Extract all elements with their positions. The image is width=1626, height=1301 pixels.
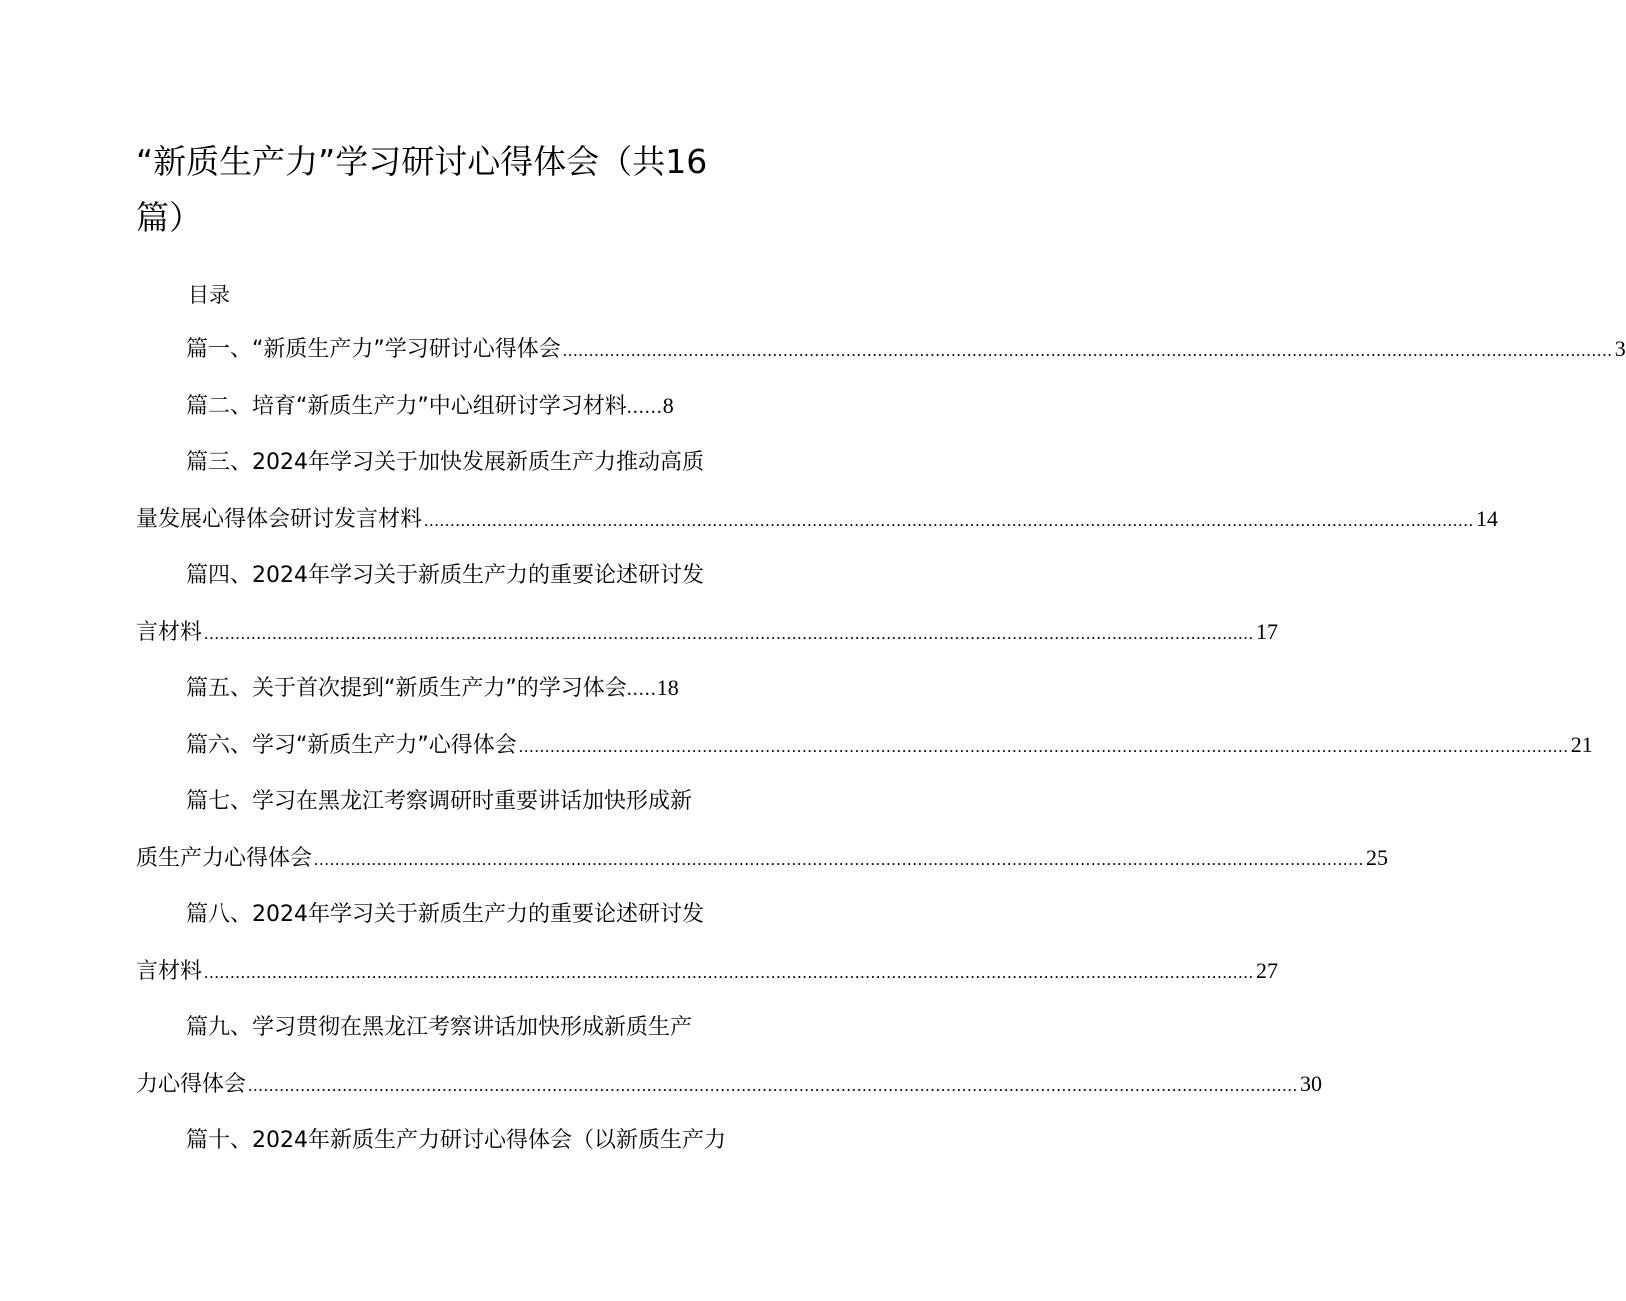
toc-heading: 目录	[188, 283, 230, 307]
toc-page-number: 21	[1570, 732, 1593, 757]
toc-page-number: 30	[1300, 1071, 1323, 1096]
toc-entry-4[interactable]	[186, 559, 768, 593]
toc-page-number: 3	[1614, 336, 1626, 361]
toc-entry-text: 篇八、2024年学习关于新质生产力的重要论述研讨发	[186, 902, 704, 927]
toc-entry-text-continued: 言材料	[136, 620, 203, 645]
dot-leader: ........................................................................................................................................................................................................	[204, 963, 1255, 982]
toc-entry-9-continued[interactable]	[136, 1067, 1323, 1101]
toc-entry-6[interactable]	[186, 728, 1593, 762]
toc-entry-8-continued[interactable]	[136, 954, 1279, 988]
document-title: “新质生产力”学习研讨心得体会（共16篇）	[136, 142, 708, 237]
toc-entry-7[interactable]	[186, 785, 768, 819]
toc-entry-text-continued: 力心得体会	[136, 1072, 247, 1097]
toc-entry-text: 篇五、关于首次提到“新质生产力”的学习体会	[186, 676, 627, 701]
toc-entry-text: 篇六、学习“新质生产力”心得体会	[186, 733, 517, 758]
toc-entry-3-continued[interactable]	[136, 502, 1499, 536]
toc-entry-text-continued: 量发展心得体会研讨发言材料	[136, 507, 423, 532]
toc-entry-text: 篇三、2024年学习关于加快发展新质生产力推动高质	[186, 450, 704, 475]
toc-entry-text: 篇十、2024年新质生产力研讨心得体会（以新质生产力	[186, 1128, 726, 1153]
toc-entry-text-continued: 质生产力心得体会	[136, 846, 313, 871]
toc-entry-4-continued[interactable]	[136, 615, 1279, 649]
toc-entry-7-continued[interactable]	[136, 841, 1389, 875]
dot-leader: ........................................................................................................................................................................................................	[314, 850, 1365, 869]
toc-page-number: 27	[1256, 958, 1279, 983]
toc-page-number: 8	[662, 393, 674, 418]
toc-entry-1[interactable]	[186, 332, 1626, 366]
toc-page-number: 18	[656, 675, 679, 700]
toc-entry-9[interactable]	[186, 1011, 768, 1045]
dot-leader-short: ......	[626, 396, 663, 418]
toc-entry-3[interactable]	[186, 446, 768, 480]
toc-page-number: 25	[1366, 845, 1389, 870]
toc-entry-text: 篇二、培育“新质生产力”中心组研讨学习材料	[186, 394, 627, 419]
dot-leader: ........................................................................................................................................................................................................	[562, 341, 1613, 360]
dot-leader: ........................................................................................................................................................................................................	[248, 1076, 1299, 1095]
toc-entry-text: 篇九、学习贯彻在黑龙江考察讲话加快形成新质生产	[186, 1015, 693, 1040]
dot-leader: ........................................................................................................................................................................................................	[424, 511, 1475, 530]
dot-leader-short: .....	[626, 678, 657, 700]
toc-entry-text: 篇一、“新质生产力”学习研讨心得体会	[186, 337, 561, 362]
toc-entry-2[interactable]	[186, 389, 674, 423]
toc-entry-8[interactable]	[186, 898, 768, 932]
toc-entry-10[interactable]	[186, 1124, 768, 1158]
toc-entry-text-continued: 言材料	[136, 959, 203, 984]
dot-leader: ........................................................................................................................................................................................................	[204, 624, 1255, 643]
toc-entry-5[interactable]	[186, 671, 679, 705]
toc-entry-text: 篇七、学习在黑龙江考察调研时重要讲话加快形成新	[186, 789, 693, 814]
toc-page-number: 14	[1476, 506, 1499, 531]
dot-leader: ........................................................................................................................................................................................................	[518, 737, 1569, 756]
toc-page-number: 17	[1256, 619, 1279, 644]
toc-entry-text: 篇四、2024年学习关于新质生产力的重要论述研讨发	[186, 563, 704, 588]
